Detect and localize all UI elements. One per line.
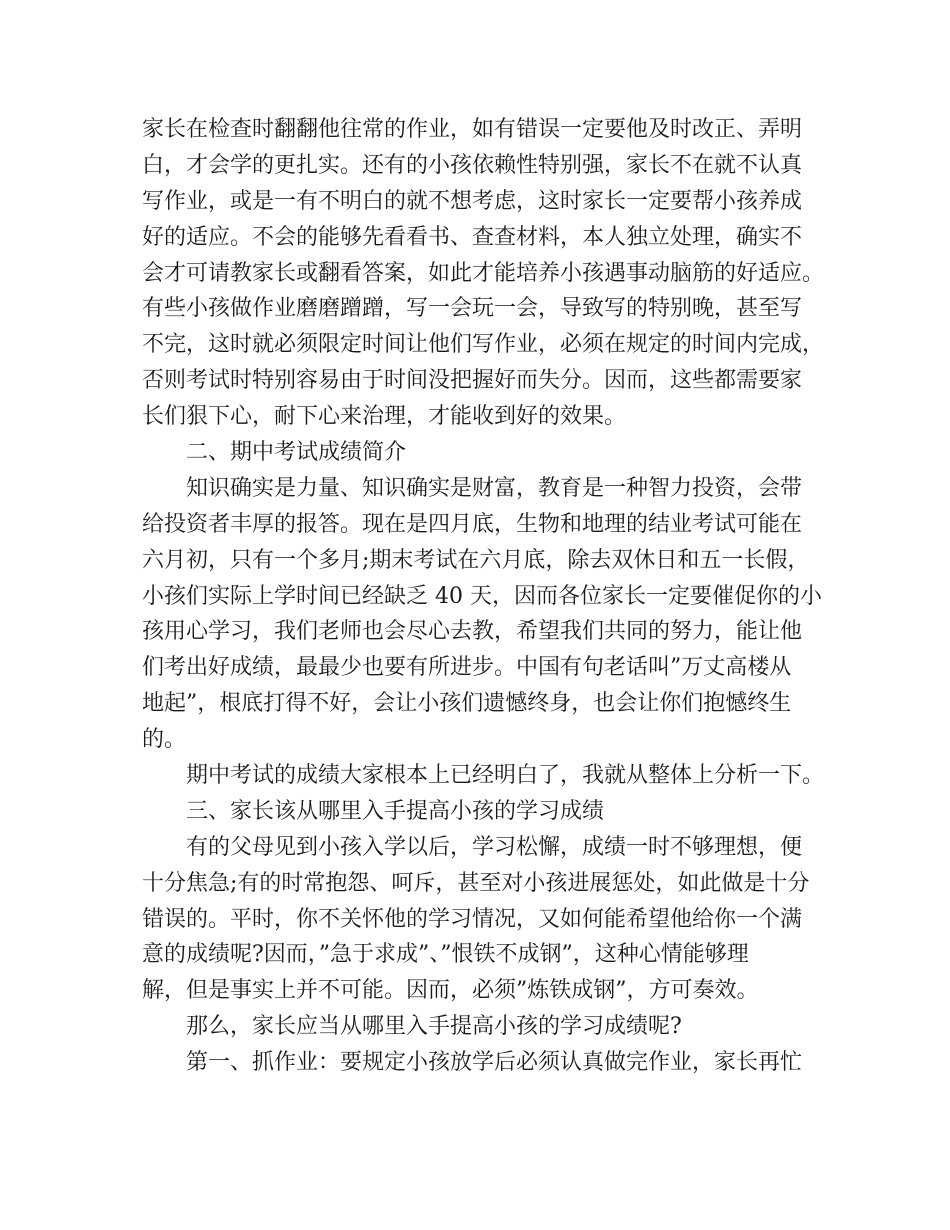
text-line: 家长在检查时翻翻他往常的作业，如有错误一定要他及时改正、弄明 [142, 117, 803, 142]
text-line: 小孩们实际上学时间已经缺乏 40 天，因而各位家长一定要催促你的小 [142, 583, 822, 609]
text-line: 写作业，或是一有不明白的就不想考虑，这时家长一定要帮小孩养成 [142, 188, 803, 214]
document-body [142, 112, 842, 1081]
text-line: 第一、抓作业：要规定小孩放学后必须认真做完作业，家长再忙 [186, 1050, 803, 1076]
text-line: 白，才会学的更扎实。还有的小孩依赖性特别强，家长不在就不认真 [142, 152, 803, 178]
text-line: 错误的。平时，你不关怀他的学习情况，又如何能希望他给你一个满 [142, 906, 803, 932]
text-line: 十分焦急;有的时常抱怨、呵斥，甚至对小孩进展惩处，如此做是十分 [142, 870, 810, 896]
text-line: 解，但是事实上并不可能。因而，必须”炼铁成钢”，方可奏效。 [142, 978, 759, 1004]
text-line: 六月初，只有一个多月;期末考试在六月底，除去双休日和五一长假， [142, 547, 810, 573]
text-line: 有的父母见到小孩入学以后，学习松懈，成绩一时不够理想，便 [186, 834, 803, 860]
text-line: 给投资者丰厚的报答。现在是四月底，生物和地理的结业考试可能在 [142, 511, 803, 537]
text-line: 期中考试的成绩大家根本上已经明白了，我就从整体上分析一下。 [186, 763, 825, 789]
text-line: 的。 [142, 727, 187, 753]
text-line: 们考出好成绩，最最少也要有所进步。中国有句老话叫”万丈高楼从 [142, 655, 792, 681]
text-line: 知识确实是力量、知识确实是财富，教育是一种智力投资，会带 [186, 475, 803, 501]
text-line: 不完，这时就必须限定时间让他们写作业，必须在规定的时间内完成， [142, 332, 825, 358]
text-line: 会才可请教家长或翻看答案，如此才能培养小孩遇事动脑筋的好适应。 [142, 260, 825, 286]
text-line: 三、家长该从哪里入手提高小孩的学习成绩 [186, 798, 605, 824]
text-line: 有些小孩做作业磨磨蹭蹭，写一会玩一会，导致写的特别晚，甚至写 [142, 296, 803, 322]
text-line: 孩用心学习，我们老师也会尽心去教，希望我们共同的努力，能让他 [142, 619, 803, 645]
text-line: 意的成绩呢?因而，”急于求成”、”恨铁不成钢”，这种心情能够理 [142, 942, 749, 968]
text-line: 地起”，根底打得不好，会让小孩们遗憾终身，也会让你们抱憾终生 [142, 691, 792, 717]
text-line: 否则考试时特别容易由于时间没把握好而失分。因而，这些都需要家 [142, 368, 803, 394]
text-line: 长们狠下心，耐下心来治理，才能收到好的效果。 [142, 404, 627, 430]
text-line: 二、期中考试成绩简介 [186, 440, 407, 466]
text-line: 好的适应。不会的能够先看看书、查查材料，本人独立处理，确实不 [142, 224, 803, 250]
text-line: 那么，家长应当从哪里入手提高小孩的学习成绩呢? [186, 1014, 682, 1040]
